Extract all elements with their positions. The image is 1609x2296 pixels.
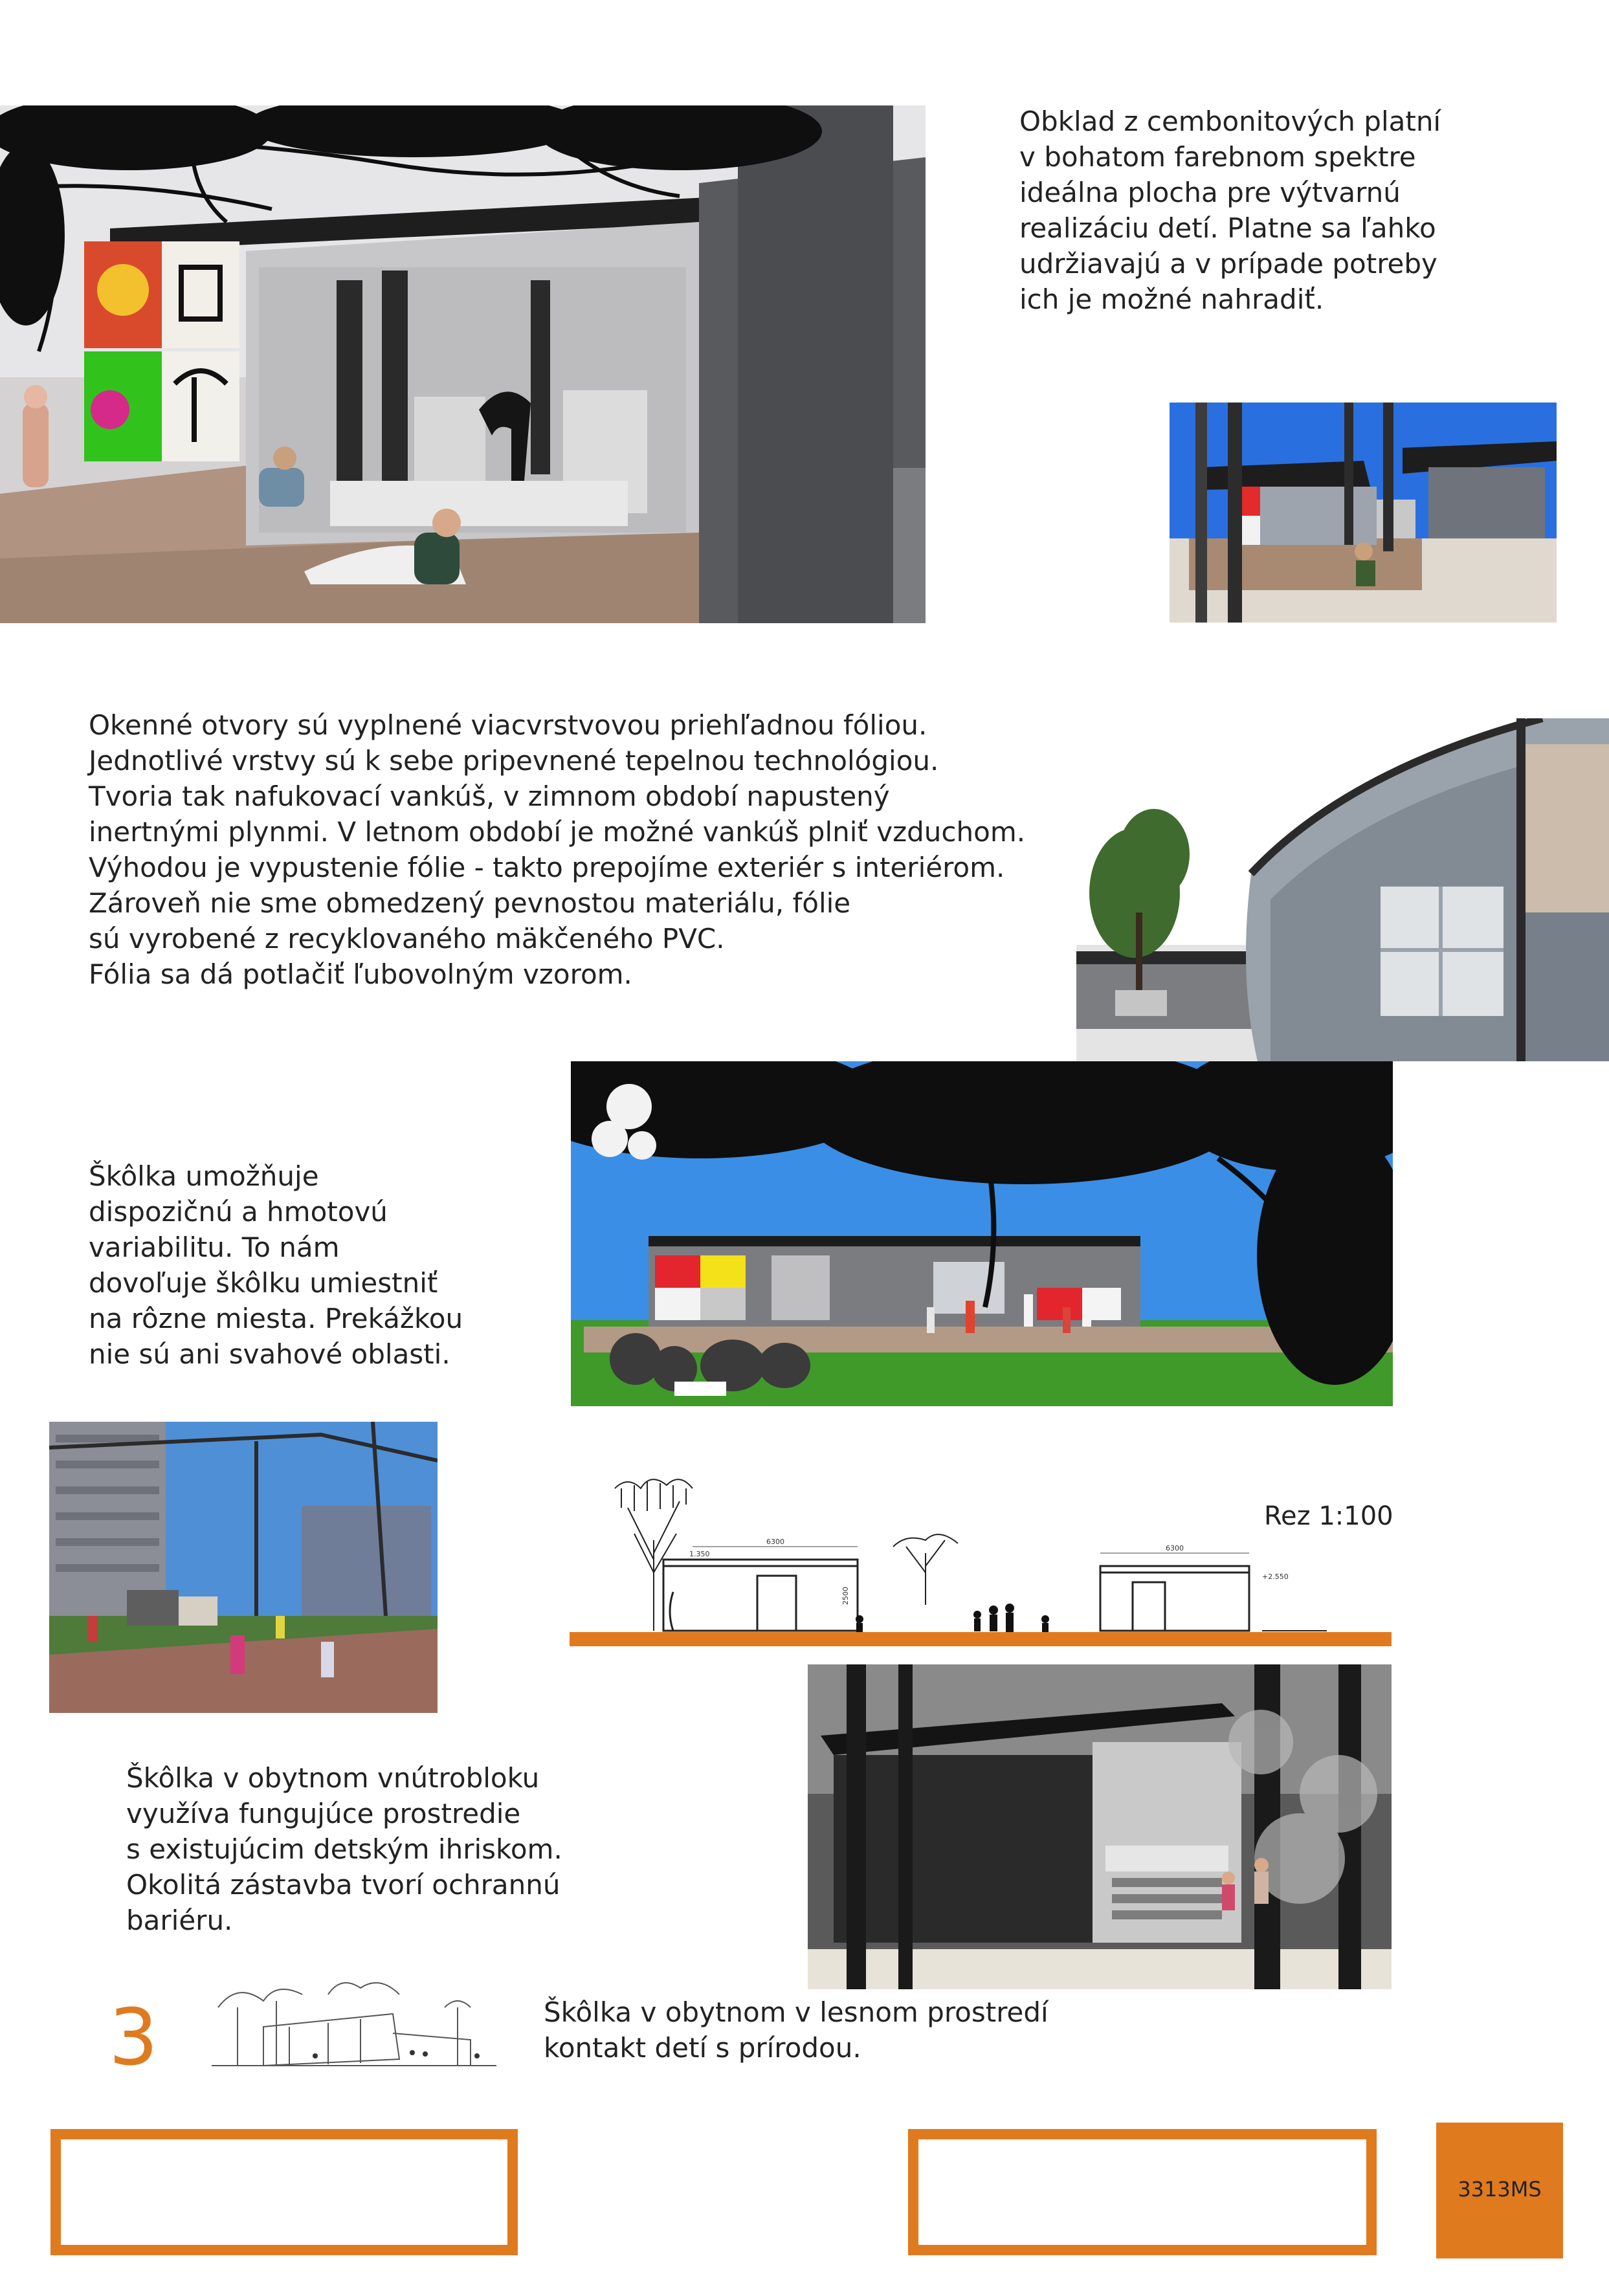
dim-label: 1.350 (689, 1550, 710, 1558)
variabilita-line: na rôzne miesta. Prekážkou (89, 1303, 463, 1334)
okenne-line: sú vyrobené z recyklovaného mäkčeného PVC. (89, 923, 725, 955)
vnutroblok-line: Škôlka v obytnom vnútrobloku (126, 1762, 540, 1794)
page-code: 3313MS (1458, 2177, 1542, 2202)
lesne-line: kontakt detí s prírodou. (544, 2032, 861, 2064)
vnutroblok-line: Okolitá zástavba tvorí ochrannú (126, 1869, 560, 1901)
variabilita-line: Škôlka umožňuje (89, 1160, 319, 1192)
okenne-line: Fólia sa dá potlačiť ľubovolným vzorom. (89, 958, 632, 990)
render-foil-facade-image (1076, 718, 1609, 1061)
obklad-text (1019, 104, 1441, 317)
vnutroblok-text (126, 1760, 562, 1938)
obklad-line: realizáciu detí. Platne sa ľahko (1019, 212, 1436, 244)
photo-playground-image (49, 1422, 438, 1713)
variabilita-line: dovoľuje škôlku umiestniť (89, 1267, 438, 1299)
okenne-line: inertnými plynmi. V letnom období je možné vankúš plniť vzduchom. (89, 816, 1026, 848)
variabilita-line: dispozičnú a hmotovú (89, 1196, 388, 1228)
obklad-line: ideálna plocha pre výtvarnú (1019, 177, 1401, 208)
variabilita-text (89, 1158, 463, 1372)
okenne-line: Výhodou je vypustenie fólie - takto prepojíme exteriér s interiérom. (89, 852, 1005, 883)
section-drawing (563, 1450, 1392, 1670)
render-forest-image (808, 1664, 1392, 1989)
vnutroblok-line: využíva fungujúce prostredie (126, 1798, 521, 1829)
variabilita-line: variabilitu. To nám (89, 1231, 340, 1263)
lesne-text (544, 1994, 1049, 2066)
obklad-line: Obklad z cembonitových platní (1019, 105, 1441, 137)
okenne-line: Zároveň nie sme obmedzený pevnostou materiálu, fólie (89, 887, 851, 919)
render-interior-image (0, 105, 926, 623)
page-number: 3 (109, 1993, 159, 2083)
dim-label: +2.550 (1262, 1573, 1289, 1581)
obklad-line: v bohatom farebnom spektre (1019, 141, 1416, 173)
sketch-image (199, 1969, 503, 2079)
dim-label: 2500 (841, 1587, 850, 1605)
okenne-line: Tvoria tak nafukovací vankúš, v zimnom období napustený (89, 780, 890, 812)
empty-frame-right (908, 2129, 1377, 2255)
okenne-line: Okenné otvory sú vyplnené viacvrstvovou priehľadnou fóliou. (89, 709, 927, 741)
section-scale-label: Rez 1:100 (1264, 1501, 1393, 1531)
page-code-box (1436, 2123, 1563, 2258)
vnutroblok-line: bariéru. (126, 1904, 233, 1936)
okenne-text (89, 707, 1025, 992)
vnutroblok-line: s existujúcim detským ihriskom. (126, 1833, 562, 1865)
okenne-line: Jednotlivé vrstvy sú k sebe pripevnené tepelnou technológiou. (89, 745, 939, 777)
obklad-line: ich je možné nahradiť. (1019, 283, 1324, 315)
lesne-line: Škôlka v obytnom v lesnom prostredí (544, 1996, 1049, 2028)
render-park-image (571, 1061, 1393, 1406)
dim-label: 6300 (766, 1538, 784, 1546)
variabilita-line: nie sú ani svahové oblasti. (89, 1338, 450, 1370)
empty-frame-left (50, 2129, 518, 2255)
dim-label: 6300 (1166, 1544, 1184, 1552)
obklad-line: udržiavajú a v prípade potreby (1019, 248, 1437, 280)
render-pavilion-image (1170, 403, 1557, 623)
